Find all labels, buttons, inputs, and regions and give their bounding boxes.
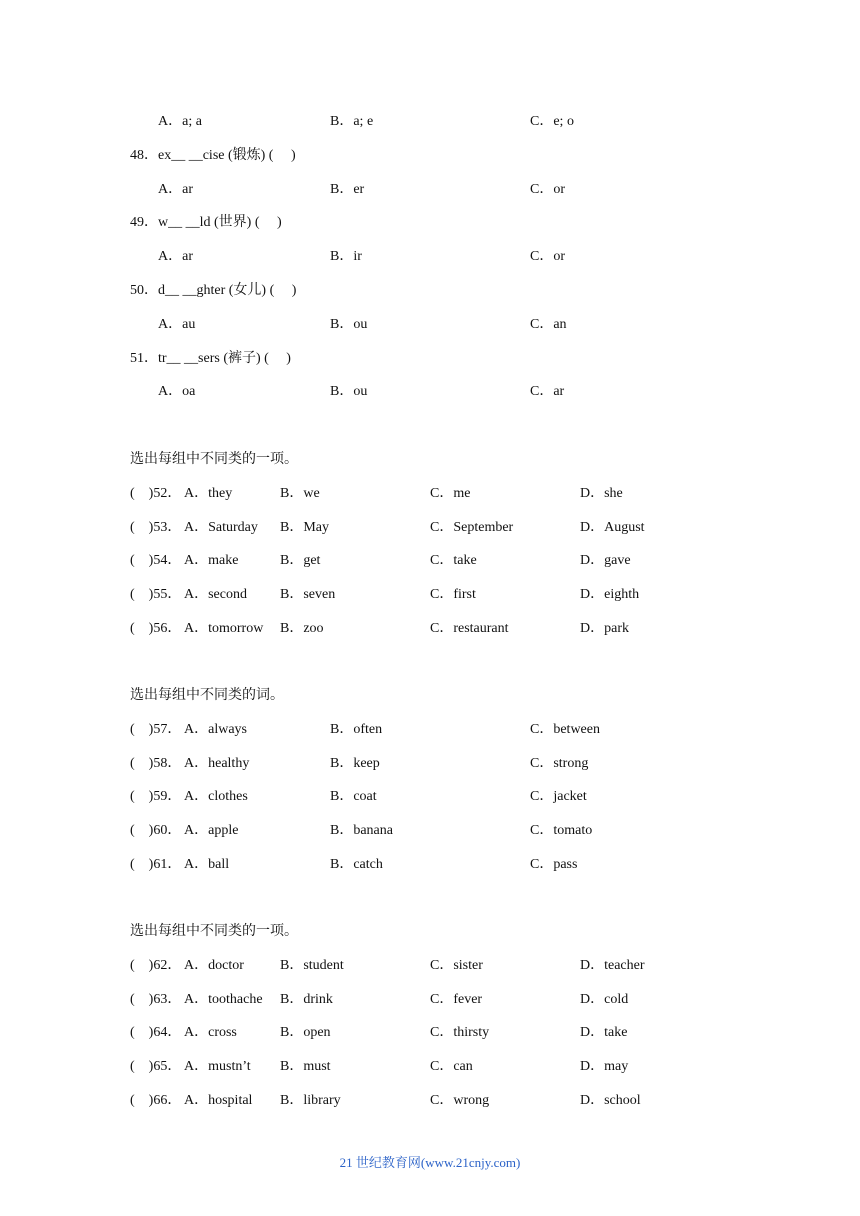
option-text: C．strong [530, 755, 589, 771]
question-number: ( )54． [130, 553, 182, 569]
options-line [0, 381, 860, 403]
question-line [0, 212, 860, 234]
question-number: ( )53． [130, 519, 182, 535]
question-number: ( )60． [130, 823, 182, 839]
choice-row [0, 1090, 860, 1112]
option-text: C．take [430, 553, 477, 569]
option-text: B．we [280, 485, 320, 501]
choice-row [0, 786, 860, 808]
option-text: C．ar [530, 384, 565, 400]
option-text: C．me [430, 485, 471, 501]
question-text: 49．w__ __ld (世界) ( ) [130, 215, 282, 231]
option-text: B．ir [330, 249, 362, 265]
option-text: B．banana [330, 823, 393, 839]
option-text: B．er [330, 181, 365, 197]
option-text: A．healthy [184, 755, 250, 771]
option-text: C．can [430, 1059, 473, 1075]
choice-row [0, 550, 860, 572]
option-text: C．pass [530, 857, 578, 872]
option-text: C．or [530, 181, 565, 197]
option-text: C．fever [430, 991, 483, 1007]
option-text: B．often [330, 721, 383, 737]
option-text: D．may [580, 1059, 629, 1075]
option-text: B．must [280, 1059, 331, 1075]
option-text: B．May [280, 519, 329, 535]
option-text: A．Saturday [184, 519, 258, 535]
section-title: 选出每组中不同类的一项。 [130, 924, 298, 939]
option-text: C．September [430, 519, 514, 535]
choice-row [0, 618, 860, 640]
option-text: C．sister [430, 957, 483, 973]
question-text: 50．d__ __ghter (女儿) ( ) [130, 283, 297, 298]
choice-row [0, 719, 860, 741]
question-number: ( )66． [130, 1093, 182, 1108]
option-text: B．coat [330, 789, 377, 805]
choice-row [0, 584, 860, 606]
option-text: A．oa [158, 384, 196, 400]
option-text: C．or [530, 249, 565, 265]
choice-row [0, 955, 860, 977]
question-line [0, 280, 860, 302]
option-text: C．e; o [530, 114, 574, 129]
option-text: A．doctor [184, 957, 244, 973]
option-text: C．between [530, 721, 600, 737]
option-text: D．cold [580, 991, 629, 1007]
option-text: A．make [184, 553, 239, 569]
option-text: C．wrong [430, 1093, 490, 1108]
options-line [0, 179, 860, 201]
question-number: ( )61． [130, 857, 182, 872]
option-text: B．drink [280, 991, 333, 1007]
options-line [0, 111, 860, 133]
section-title: 选出每组中不同类的一项。 [130, 452, 298, 467]
choice-row [0, 753, 860, 775]
option-text: C．restaurant [430, 621, 509, 636]
option-text: B．keep [330, 755, 380, 771]
choice-row [0, 854, 860, 876]
question-number: ( )57． [130, 721, 182, 737]
option-text: D．take [580, 1025, 628, 1041]
option-text: B．library [280, 1093, 341, 1108]
option-text: A．a; a [158, 114, 202, 129]
section-heading [0, 449, 860, 471]
option-text: A．always [184, 721, 247, 737]
option-text: D．gave [580, 553, 631, 569]
option-text: A．au [158, 316, 196, 332]
question-text: 51．tr__ __sers (裤子) ( ) [130, 350, 291, 366]
option-text: A．ar [158, 249, 193, 265]
option-text: C．first [430, 587, 476, 603]
option-text: A．ar [158, 181, 193, 197]
option-text: B．ou [330, 316, 368, 332]
section-heading [0, 685, 860, 707]
option-text: B．seven [280, 587, 336, 603]
question-number: ( )63． [130, 991, 182, 1007]
option-text: D．teacher [580, 957, 645, 973]
choice-row [0, 820, 860, 842]
option-text: B．get [280, 553, 321, 569]
choice-row [0, 517, 860, 539]
question-number: ( )52． [130, 485, 182, 501]
option-text: C．tomato [530, 823, 593, 839]
option-text: B．catch [330, 857, 383, 872]
question-number: ( )56． [130, 621, 182, 636]
question-line [0, 145, 860, 167]
option-text: B．open [280, 1025, 331, 1041]
choice-row [0, 1056, 860, 1078]
option-text: A．mustn’t [184, 1059, 251, 1075]
question-number: ( )65． [130, 1059, 182, 1075]
options-line [0, 246, 860, 268]
option-text: C．an [530, 316, 567, 332]
question-number: ( )55． [130, 587, 182, 603]
option-text: A．tomorrow [184, 621, 264, 636]
option-text: A．toothache [184, 991, 263, 1007]
option-text: A．ball [184, 857, 230, 872]
choice-row [0, 483, 860, 505]
option-text: D．she [580, 485, 623, 501]
options-line [0, 314, 860, 336]
option-text: A．they [184, 485, 233, 501]
question-number: ( )59． [130, 789, 182, 805]
option-text: B．a; e [330, 114, 374, 129]
option-text: D．eighth [580, 587, 640, 603]
option-text: B．ou [330, 384, 368, 400]
option-text: A．apple [184, 823, 239, 839]
page-footer: 21 世纪教育网(www.21cnjy.com) [339, 1155, 521, 1170]
question-line [0, 348, 860, 370]
question-number: ( )62． [130, 957, 182, 973]
option-text: A．second [184, 587, 247, 603]
option-text: C．thirsty [430, 1025, 490, 1041]
choice-row [0, 1022, 860, 1044]
option-text: C．jacket [530, 789, 587, 805]
question-text: 48．ex__ __cise (锻炼) ( ) [130, 147, 296, 163]
section-heading [0, 921, 860, 943]
choice-row [0, 989, 860, 1011]
option-text: B．student [280, 957, 344, 973]
option-text: D．school [580, 1093, 641, 1108]
question-number: ( )58． [130, 755, 182, 771]
option-text: D．August [580, 519, 645, 535]
section-title: 选出每组中不同类的词。 [130, 688, 284, 703]
question-number: ( )64． [130, 1025, 182, 1041]
option-text: A．clothes [184, 789, 248, 805]
option-text: A．cross [184, 1025, 237, 1041]
option-text: B．zoo [280, 621, 324, 636]
option-text: A．hospital [184, 1093, 253, 1108]
option-text: D．park [580, 621, 629, 636]
